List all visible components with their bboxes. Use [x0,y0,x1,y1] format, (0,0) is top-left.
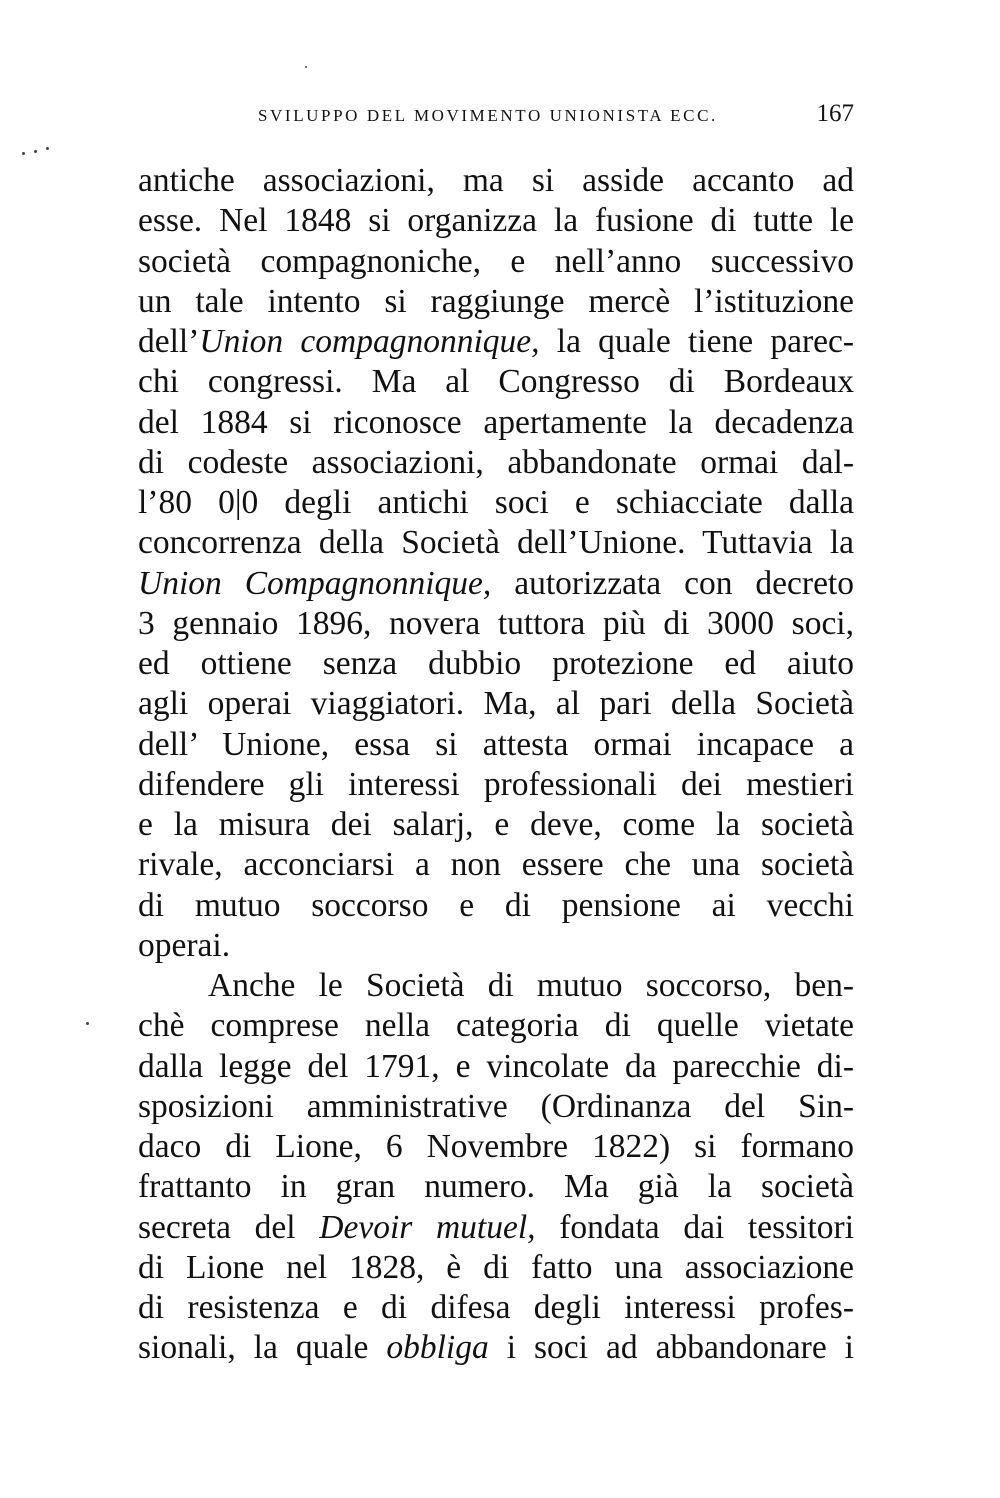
text-segment: la quale tiene parec- [539,323,854,360]
print-speck [22,152,25,155]
text-line [138,564,854,604]
italic-title: obbliga [386,1329,489,1367]
text-segment: dell’ [138,323,200,360]
running-head: SVILUPPO DEL MOVIMENTO UNIONISTA ECC. [258,106,718,125]
text-line: dalla legge del 1791, e vincolate da parecchie di- [138,1047,854,1085]
text-line: chi congressi. Ma al Congresso di Bordeaux [138,363,854,401]
italic-title: Devoir mutuel, [319,1208,536,1246]
text-line: 3 gennaio 1896, novera tuttora più di 3000 soci, [138,604,854,642]
text-line: ed ottiene senza dubbio protezione ed aiuto [138,645,854,682]
text-line [138,1208,854,1248]
text-line: del 1884 si riconosce apertamente la decadenza [138,403,854,441]
text-line: frattanto in gran numero. Ma già la società [138,1168,854,1206]
text-line [138,1328,854,1368]
print-speck [305,66,307,68]
text-line: di mutuo soccorso e di pensione ai vecchi [138,886,854,924]
print-speck [34,150,37,153]
body-text [138,161,854,1369]
text-line: l’80 0|0 degli antichi soci e schiacciate dalla [138,484,854,521]
text-line: difendere gli interessi professionali dei mestieri [138,765,854,803]
print-speck [46,147,49,150]
italic-title: Union Compagnonnique, [138,564,492,602]
print-speck [86,1022,89,1025]
text-line: sposizioni amministrative (Ordinanza del Sin- [138,1087,854,1125]
text-segment: fondata dai tessitori [535,1208,855,1246]
text-line: Anche le Società di mutuo soccorso, ben- [208,967,854,1004]
text-line: antiche associazioni, ma si asside accanto ad [138,162,854,199]
text-line: di Lione nel 1828, è di fatto una associazione [138,1248,854,1286]
text-line: operai. [138,926,231,964]
text-segment: secreta del [138,1208,320,1246]
text-line: di resistenza e di difesa degli interessi profes- [138,1289,854,1326]
text-line: concorrenza della Società dell’Unione. Tuttavia la [138,524,854,562]
text-segment: i soci ad abbandonare i [488,1329,854,1367]
text-line: agli operai viaggiatori. Ma, al pari della Società [138,685,854,723]
text-line: di codeste associazioni, abbandonate ormai dal- [138,443,854,481]
page-header [138,100,854,132]
italic-title: Union compagnonnique, [199,323,540,360]
text-line [138,322,854,362]
text-line: società compagnoniche, e nell’anno successivo [138,242,854,280]
text-line: daco di Lione, 6 Novembre 1822) si formano [138,1128,854,1165]
text-line: rivale, acconciarsi a non essere che una società [138,846,854,884]
text-line: dell’ Unione, essa si attesta ormai incapace a [138,725,854,763]
text-line: esse. Nel 1848 si organizza la fusione di tutte le [138,202,854,240]
text-line: un tale intento si raggiunge mercè l’istituzione [138,282,854,320]
text-line: chè comprese nella categoria di quelle vietate [138,1007,854,1045]
text-line: e la misura dei salarj, e deve, come la società [138,806,854,843]
text-segment: autorizzata con decreto [491,564,854,602]
text-segment: sionali, la quale [138,1329,387,1367]
page-number: 167 [816,100,854,127]
